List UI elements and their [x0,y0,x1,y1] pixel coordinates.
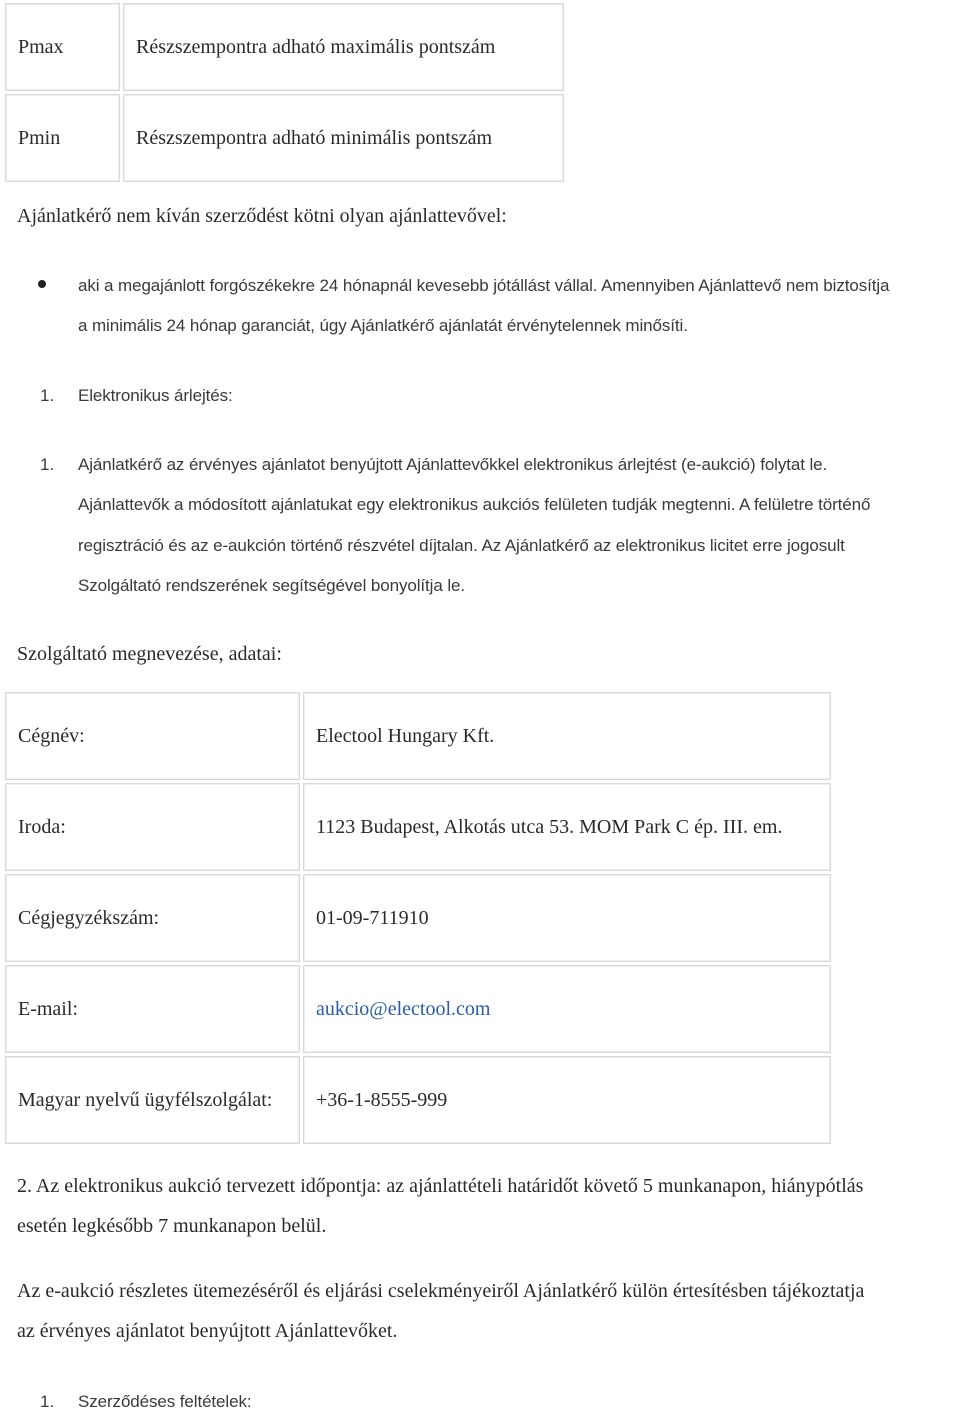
table-row [5,3,564,91]
auction-line: Ajánlattevők a módosított ajánlatukat egy elektronikus aukciós felületen tudják megtenni. A felületre történő [78,495,871,514]
supplier-table [2,689,834,1147]
table-row [5,783,831,871]
definition-value: Részszempontra adható minimális pontszám [123,94,564,182]
supplier-value: Electool Hungary Kft. [303,692,831,780]
schedule-line: 2. Az elektronikus aukció tervezett időpontja: az ajánlattételi határidőt követő 5 munkanapon, hiánypótlás [17,1175,864,1197]
supplier-value [303,965,831,1053]
table-row [5,965,831,1053]
definition-key: Pmin [5,94,120,182]
section-number: 1. [40,386,55,405]
bullet-line: aki a megajánlott forgószékekre 24 hónapnál kevesebb jótállást vállal. Amennyiben Ajánlattevő nem biztosítja [78,276,890,295]
definition-key: Pmax [5,3,120,91]
table-row [5,874,831,962]
section-title: Szerződéses feltételek: [78,1392,252,1411]
supplier-key: E-mail: [5,965,300,1053]
bullet-dot-icon [38,280,46,288]
section-number: 1. [40,1392,55,1411]
supplier-value: 1123 Budapest, Alkotás utca 53. MOM Park C ép. III. em. [303,783,831,871]
supplier-key: Cégjegyzékszám: [5,874,300,962]
supplier-value: 01-09-711910 [303,874,831,962]
schedule-line: esetén legkésőbb 7 munkanapon belül. [17,1215,327,1237]
list-number: 1. [40,455,55,474]
intro-paragraph: Ajánlatkérő nem kíván szerződést kötni olyan ajánlattevővel: [17,205,507,227]
bullet-line: a minimális 24 hónap garanciát, úgy Ajánlatkérő ajánlatát érvénytelennek minősíti. [78,316,688,335]
definitions-table [2,0,567,185]
table-row [5,692,831,780]
table-row [5,1056,831,1144]
email-link[interactable]: aukcio@electool.com [316,997,491,1020]
details-line: az érvényes ajánlatot benyújtott Ajánlattevőket. [17,1320,398,1342]
auction-line: Szolgáltató rendszerének segítségével bonyolítja le. [78,576,465,595]
definition-value: Részszempontra adható maximális pontszám [123,3,564,91]
auction-line: regisztráció és az e-aukción történő részvétel díjtalan. Az Ajánlatkérő az elektronikus licitet erre jogosult [78,536,845,555]
auction-line: Ajánlatkérő az érvényes ajánlatot benyújtott Ajánlattevőkkel elektronikus árlejtést (e-aukció) folytat le. [78,455,828,474]
section-title: Elektronikus árlejtés: [78,386,233,405]
table-row [5,94,564,182]
details-line: Az e-aukció részletes ütemezéséről és eljárási cselekményeiről Ajánlatkérő külön értesítésben tájékoztatja [17,1280,865,1302]
supplier-key: Magyar nyelvű ügyfélszolgálat: [5,1056,300,1144]
supplier-key: Iroda: [5,783,300,871]
supplier-value: +36-1-8555-999 [303,1056,831,1144]
supplier-heading: Szolgáltató megnevezése, adatai: [17,643,282,665]
supplier-key: Cégnév: [5,692,300,780]
